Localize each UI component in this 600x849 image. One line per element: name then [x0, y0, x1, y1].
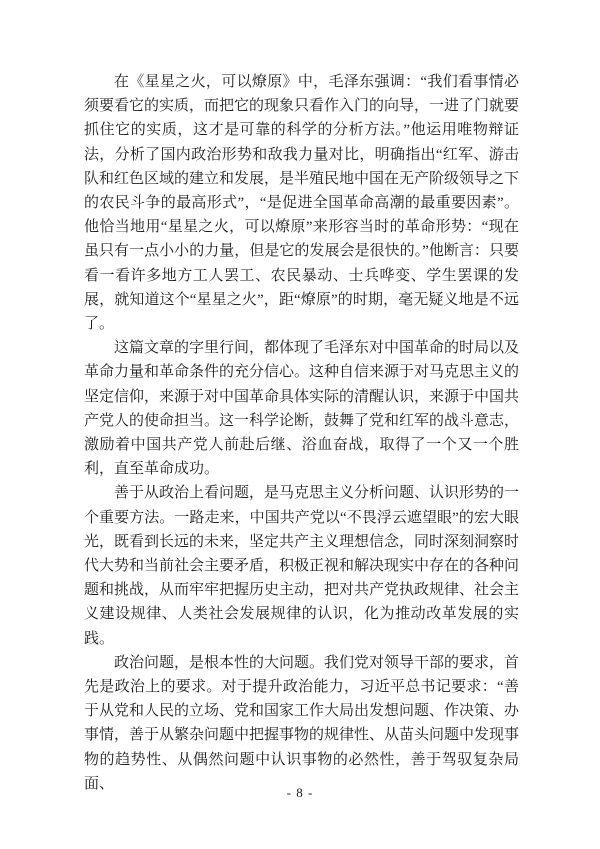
- document-body-text: [84, 70, 519, 796]
- page-number: - 8 -: [286, 785, 314, 800]
- paragraph-political-questions: 政治问题，是根本性的大问题。我们党对领导干部的要求，首先是政治上的要求。对于提升政治能力，习近平总书记要求：“善于从党和人民的立场、党和国家工作大局出发想问题、作决策、办事情，善于从繁杂问题中把握事物的规律性、从苗头问题中发现事物的趋势性、从偶然问题中认识事物的必然性，善于驾驭复杂局面、: [84, 654, 520, 792]
- paragraph-confidence: 这篇文章的字里行间，都体现了毛泽东对中国革命的时局以及革命力量和革命条件的充分信心。这种自信来源于对马克思主义的坚定信仰，来源于对中国革命具体实际的清醒认识，来源于中国共产党人的使命担当。这一科学论断，鼓舞了党和红军的战斗意志，激励着中国共产党人前赴后继、浴血奋战，取得了一个又一个胜利，直至革命成功。: [84, 340, 520, 478]
- paragraph-spark-quote: 在《星星之火，可以燎原》中，毛泽东强调：“我们看事情必须要看它的实质，而把它的现象只看作入门的向导，一进了门就要抓住它的实质，这才是可靠的科学的分析方法。”他运用唯物辩证法，分析了国内政治形势和敌我力量对比，明确指出“红军、游击队和红色区域的建立和发展，是半殖民地中国在无产阶级领导之下的农民斗争的最高形式”，“是促进全国革命高潮的最重要因素”。他恰当地用“星星之火，可以燎原”来形容当时的革命形势：“现在虽只有一点小小的力量，但是它的发展会是很快的。”他断言：只要看一看许多地方工人罢工、农民暴动、士兵哗变、学生罢课的发展，就知道这个“星星之火”，距“燎原”的时期，毫无疑义地是不远了。: [84, 74, 520, 333]
- paragraph-political-perspective: 善于从政治上看问题，是马克思主义分析问题、认识形势的一个重要方法。一路走来，中国共产党以“不畏浮云遮望眼”的宏大眼光，既看到长远的未来，坚定共产主义理想信念，同时深刻洞察时代大势和当前社会主要矛盾，积极正视和解决现实中存在的各种问题和挑战，从而牢牢把握历史主动，把对共产党执政规律、社会主义建设规律、人类社会发展规律的认识，化为推动改革发展的实践。: [84, 485, 520, 647]
- page-footer: [0, 784, 600, 802]
